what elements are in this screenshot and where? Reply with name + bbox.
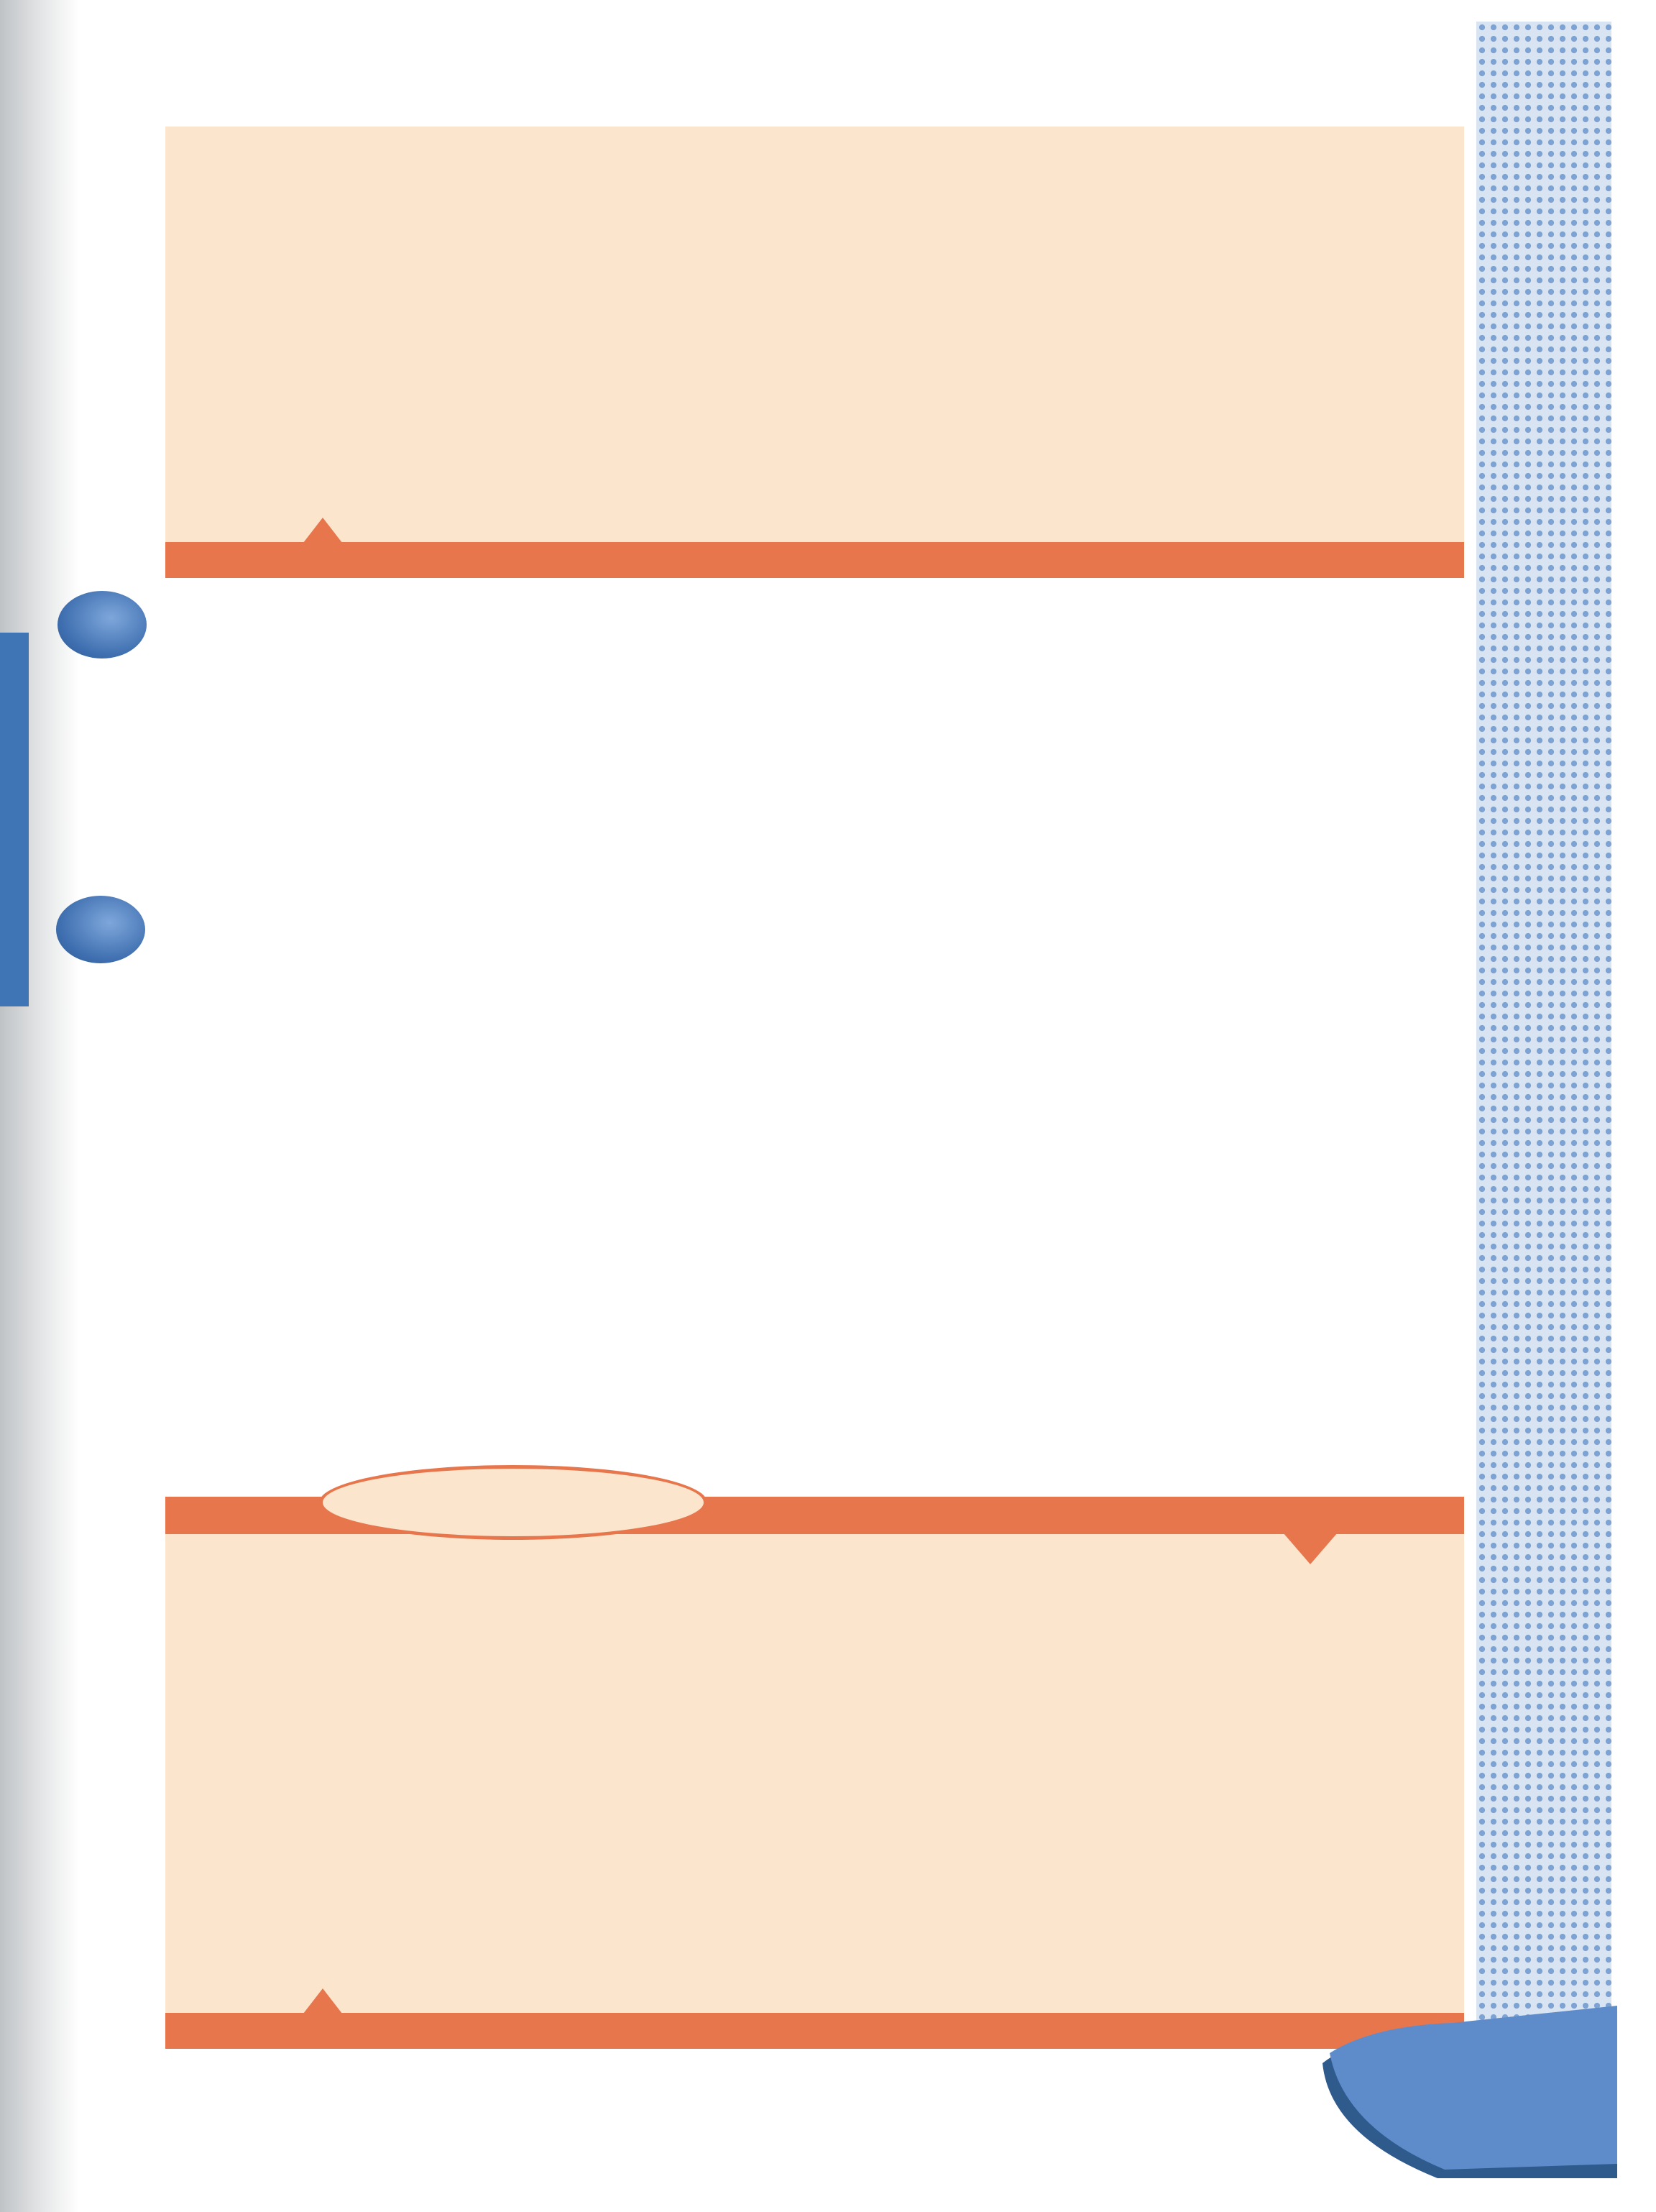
focus-notch-down (1283, 1533, 1338, 1564)
focus-label-oval (319, 1465, 707, 1540)
page-corner-decoration (1315, 2006, 1617, 2178)
page-binding-shadow (0, 0, 79, 2212)
dotted-margin-strip (1476, 22, 1611, 2149)
page-edge (1611, 0, 1656, 2212)
side-color-tab (0, 633, 29, 1006)
exercise-4-badge (56, 896, 145, 963)
focus-box (165, 1497, 1464, 2049)
exercise-3-badge (58, 591, 147, 658)
reported-speech-examples-box (165, 127, 1464, 578)
box-bottom-strip (165, 542, 1464, 578)
focus-bottom-strip (165, 2013, 1464, 2049)
